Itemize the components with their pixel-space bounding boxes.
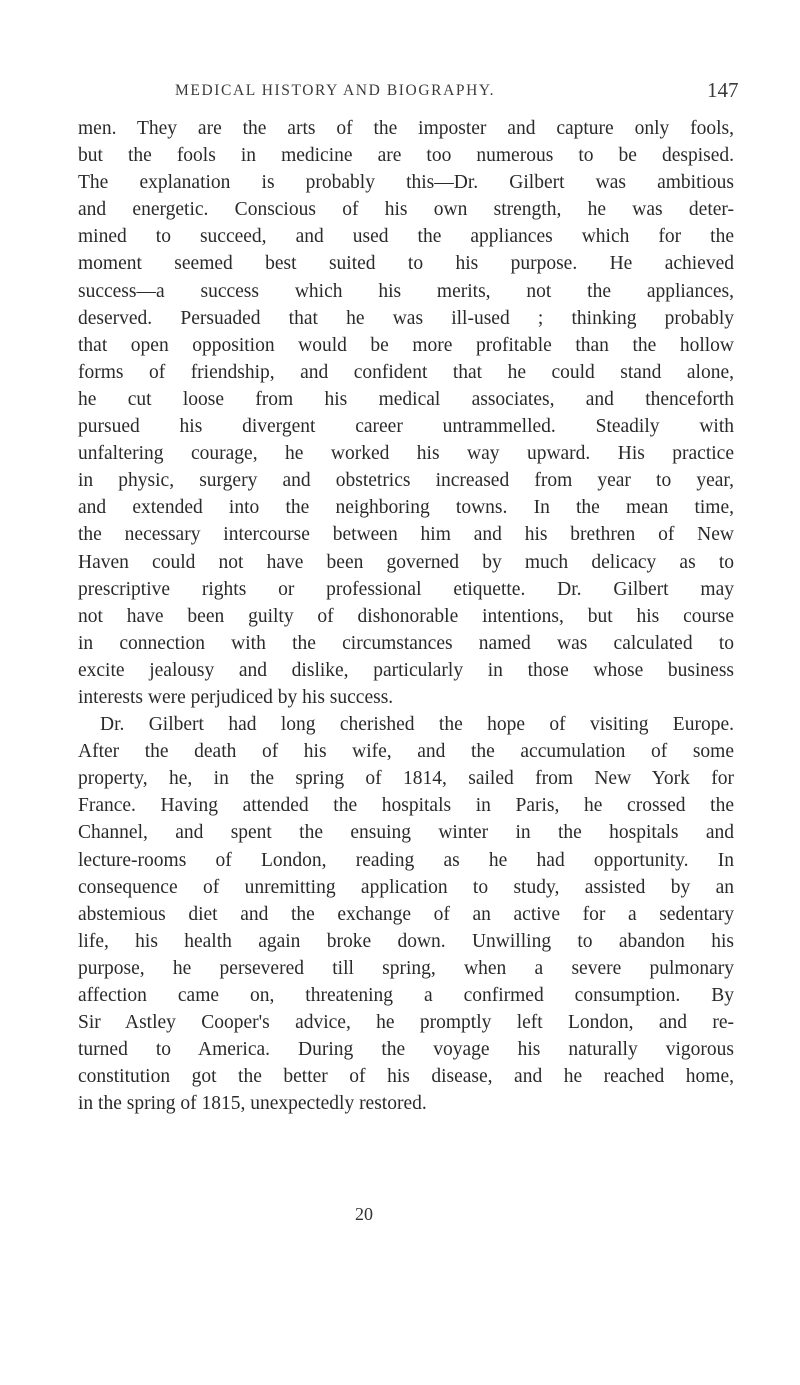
text-line: excite jealousy and dislike, particularly in those whose business (78, 659, 734, 681)
text-line: and energetic. Conscious of his own strength, he was deter- (78, 199, 734, 221)
text-line: forms of friendship, and confident that he could stand alone, (78, 361, 734, 383)
text-line: affection came on, threatening a confirmed consumption. By (78, 985, 734, 1006)
text-line: After the death of his wife, and the accumulation of some (78, 741, 734, 763)
text-line: deserved. Persuaded that he was ill-used ; thinking probably (78, 307, 734, 329)
text-line: mined to succeed, and used the appliances which for the (78, 226, 734, 248)
text-line: success—a success which his merits, not the appliances, (78, 280, 734, 302)
text-line: Sir Astley Cooper's advice, he promptly left London, and re- (78, 1012, 734, 1034)
text-line: life, his health again broke down. Unwilling to abandon his (78, 930, 734, 952)
text-line: in physic, surgery and obstetrics increased from year to year, (78, 470, 734, 492)
text-line: men. They are the arts of the imposter and capture only fools, (78, 118, 734, 139)
text-line: Channel, and spent the ensuing winter in the hospitals and (78, 822, 734, 844)
text-line: Haven could not have been governed by much delicacy as to (78, 551, 734, 573)
paragraph-first-line: Dr. Gilbert had long cherished the hope of visiting Europe. (100, 714, 734, 736)
text-line: prescriptive rights or professional etiquette. Dr. Gilbert may (78, 578, 734, 600)
page-number: 147 (707, 78, 739, 102)
text-line: unfaltering courage, he worked his way upward. His practice (78, 443, 734, 465)
text-line: turned to America. During the voyage his naturally vigorous (78, 1039, 734, 1061)
body-text (78, 115, 734, 1117)
text-line: and extended into the neighboring towns. In the mean time, (78, 497, 734, 519)
running-title: MEDICAL HISTORY AND BIOGRAPHY. (175, 82, 496, 99)
text-line: that open opposition would be more profitable than the hollow (78, 334, 734, 356)
text-line: pursued his divergent career untrammelled. Steadily with (78, 416, 734, 438)
text-line: lecture-rooms of London, reading as he had opportunity. In (78, 849, 734, 871)
paragraph-last-line: interests were perjudiced by his success. (78, 686, 394, 708)
text-line: in connection with the circumstances named was calculated to (78, 632, 734, 654)
text-line: moment seemed best suited to his purpose. He achieved (78, 253, 734, 275)
text-line: but the fools in medicine are too numerous to be despised. (78, 145, 734, 167)
text-line: France. Having attended the hospitals in Paris, he crossed the (78, 795, 734, 817)
text-line: property, he, in the spring of 1814, sailed from New York for (78, 768, 734, 790)
text-line: abstemious diet and the exchange of an active for a sedentary (78, 903, 734, 925)
text-line: not have been guilty of dishonorable intentions, but his course (78, 605, 734, 627)
signature-mark: 20 (355, 1204, 373, 1224)
text-line: purpose, he persevered till spring, when a severe pulmonary (78, 957, 734, 979)
text-line: the necessary intercourse between him and his brethren of New (78, 524, 734, 546)
text-line: consequence of unremitting application to study, assisted by an (78, 876, 734, 898)
paragraph-last-line: in the spring of 1815, unexpectedly restored. (78, 1093, 427, 1115)
text-line: The explanation is probably this—Dr. Gilbert was ambitious (78, 172, 734, 194)
text-line: constitution got the better of his disease, and he reached home, (78, 1066, 734, 1088)
text-line: he cut loose from his medical associates, and thenceforth (78, 388, 734, 410)
